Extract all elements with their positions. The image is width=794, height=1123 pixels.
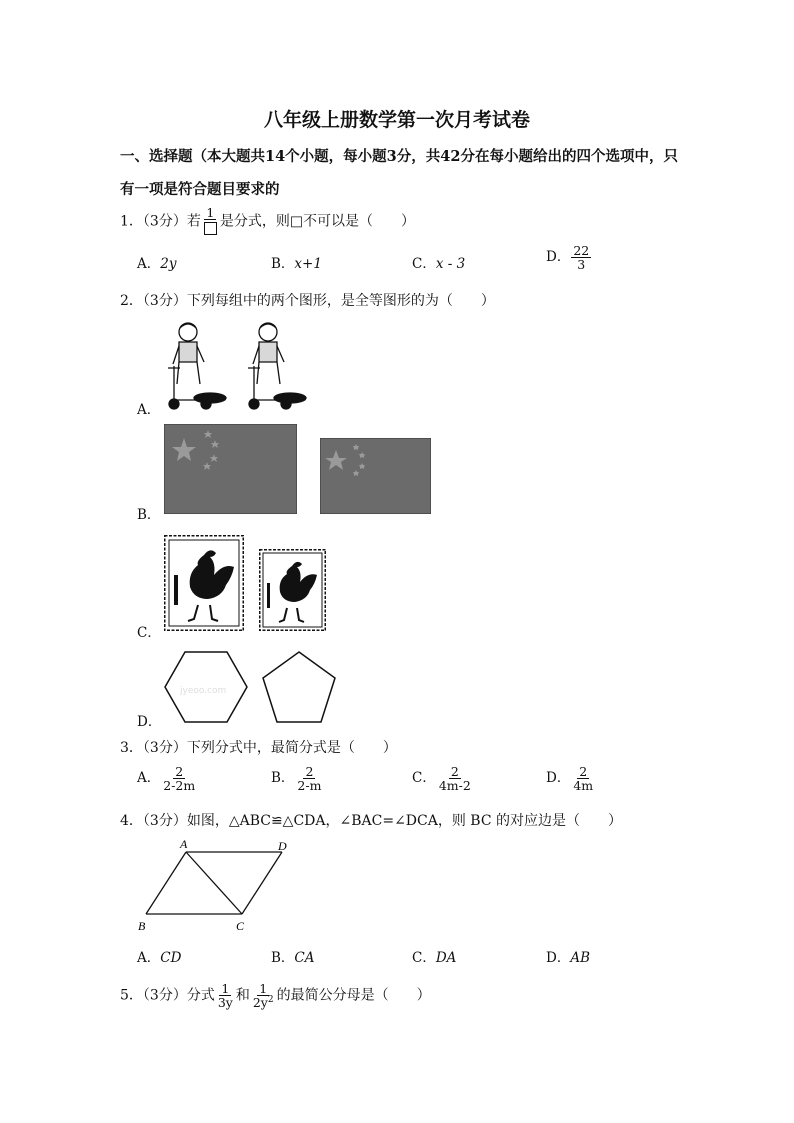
pentagon-shape [262, 651, 336, 723]
question-1-fraction [202, 206, 219, 237]
q3-option-c[interactable]: C． $\frac{2}{4m-2}$ [412, 764, 471, 794]
q2-option-b-label[interactable]: B． [137, 507, 161, 523]
question-1-numerator: 1 [206, 205, 215, 220]
q4-option-b[interactable]: B．CA [271, 950, 315, 966]
q3-option-d[interactable]: D． $\frac{2}{4m}$ [546, 764, 594, 794]
point-b-label: B [138, 919, 146, 933]
q1-option-b[interactable]: B．x+1 [271, 256, 322, 272]
blank-box-icon [204, 222, 217, 235]
section-header-line1: 一、选择题（本大题共14个小题，每小题3分，共42分在每小题给出的四个选项中，只 [120, 148, 678, 165]
segment-dc [242, 852, 282, 914]
question-1-suffix: 是分式，则□不可以是（ ） [219, 213, 416, 230]
question-5 [120, 982, 431, 1009]
question-1-prefix: 1．（3分）若 [120, 213, 201, 230]
parallelogram-diagram [130, 836, 300, 936]
question-5-fraction-2: $\frac{1}{2y^2}$ [252, 981, 274, 1011]
section-header-line2: 有一项是符合题目要求的 [120, 181, 280, 198]
q1-option-a[interactable]: A．2y [137, 256, 177, 272]
child-on-scooter-icon [160, 316, 310, 412]
segment-ac [186, 852, 242, 914]
q4-option-c[interactable]: C．DA [412, 950, 457, 966]
q2-option-a-label[interactable]: A． [137, 402, 161, 418]
q4-option-a[interactable]: A．CD [137, 950, 182, 966]
watermark-text: jyeoo.com [180, 686, 227, 696]
q3-option-a[interactable]: A． $\frac{2}{2-2m}$ [137, 764, 196, 794]
point-d-label: D [278, 839, 287, 853]
point-a-label: A [180, 837, 188, 851]
question-4: 4．（3分）如图，△ABC≌△CDA，∠BAC=∠DCA，则 BC 的对应边是（ ） [120, 813, 623, 829]
question-5-fraction-1: $\frac{1}{3y}$ [217, 981, 233, 1011]
question-2: 2．（3分）下列每组中的两个图形，是全等图形的为（ ） [120, 293, 495, 309]
question-5-suffix: 的最简公分母是（ ） [276, 987, 431, 1004]
q1-option-c[interactable]: C．x - 3 [412, 256, 466, 272]
q2-option-d-label[interactable]: D． [137, 714, 162, 730]
question-5-prefix: 5．（3分）分式 [120, 987, 215, 1004]
rooster-stamp-icon [164, 535, 244, 631]
point-c-label: C [236, 919, 245, 933]
question-3: 3．（3分）下列分式中，最简分式是（ ） [120, 740, 397, 756]
q3-option-b[interactable]: B． $\frac{2}{2-m}$ [271, 764, 322, 794]
q1-option-d[interactable]: D． $\frac{22}{3}$ [546, 243, 590, 273]
question-1 [120, 206, 415, 237]
flag-small-icon [320, 438, 431, 514]
q4-option-d[interactable]: D．AB [546, 950, 590, 966]
rooster-stamp-small-icon [259, 549, 326, 631]
question-5-mid: 和 [235, 987, 250, 1004]
q2-option-c-label[interactable]: C． [137, 625, 161, 641]
segment-ab [146, 852, 186, 914]
page-title: 八年级上册数学第一次月考试卷 [263, 109, 530, 131]
flag-icon [164, 424, 297, 514]
